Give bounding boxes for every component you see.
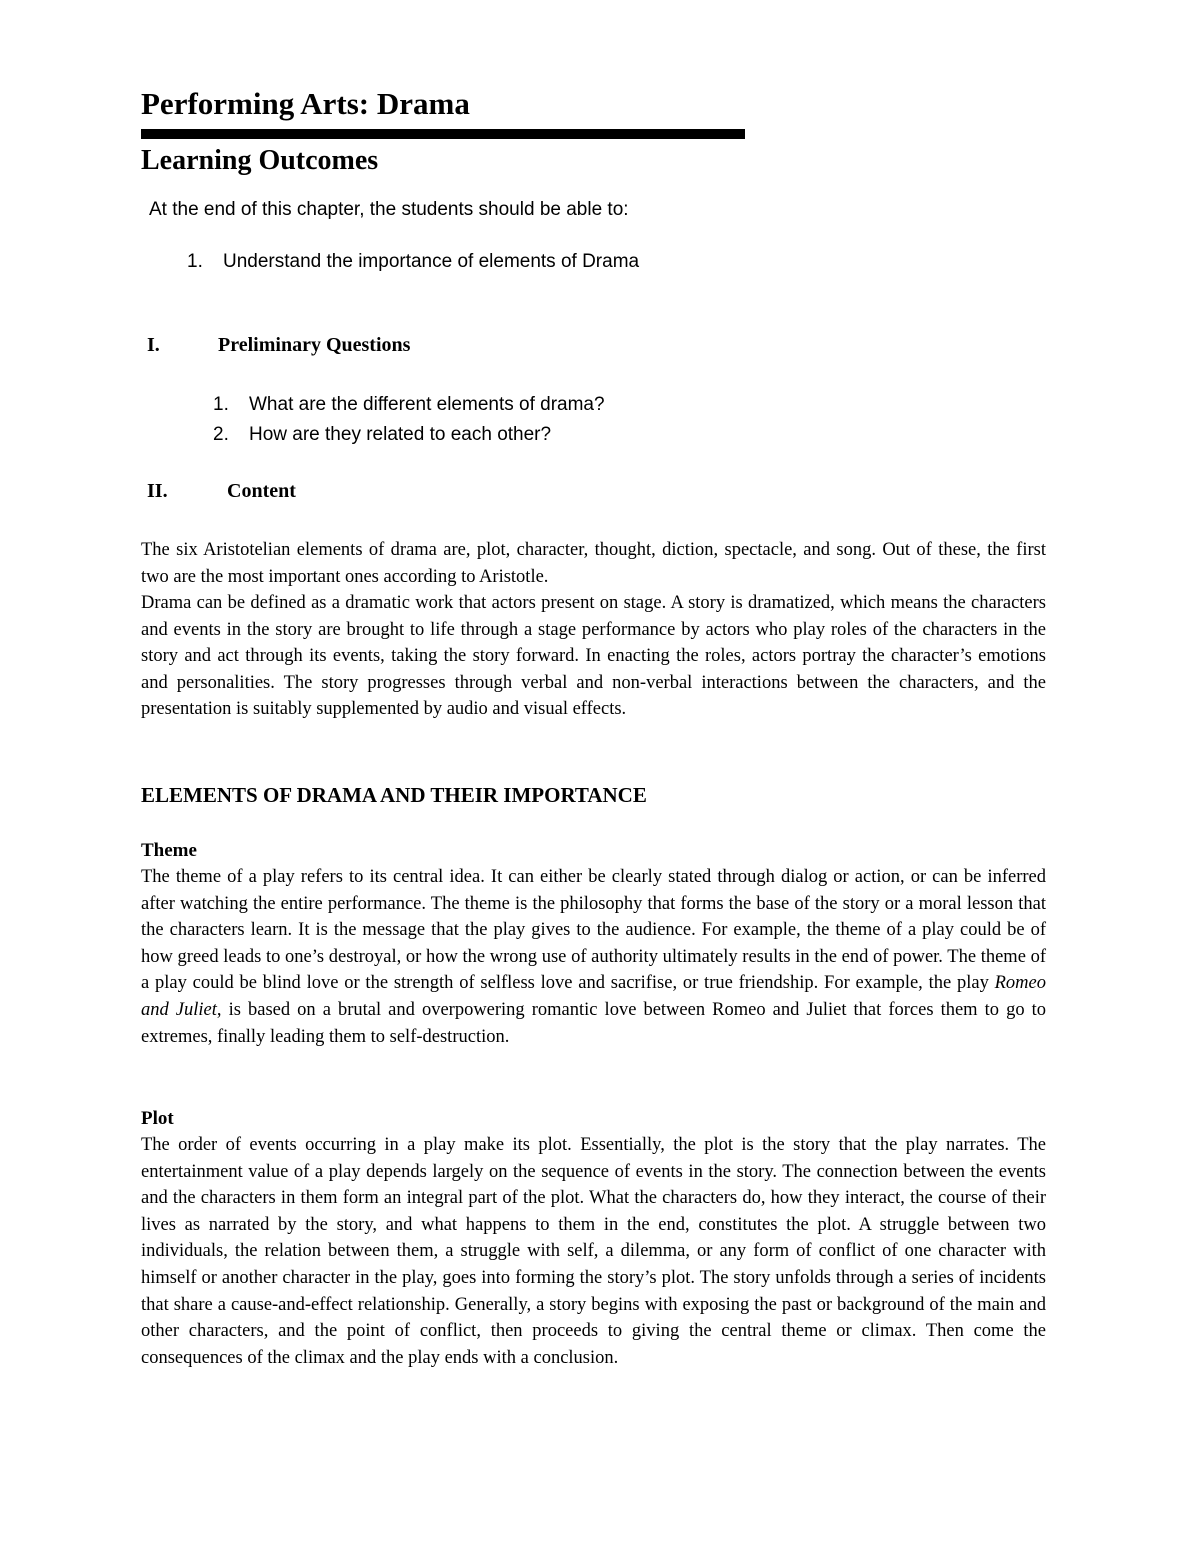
plot-paragraph: The order of events occurring in a play make its plot. Essentially, the plot is the story that the play narrates. The entertainment value of a play depends largely on the sequence of events in the story. The connection between the events and the characters in them form an integral part of the plot. What the characters do, how they interact, the course of their lives as narrated by the story, and what happens to them in the end, constitutes the plot. A struggle between two individuals, the relation between them, a struggle with self, a dilemma, or any form of conflict of one character with himself or another character in the play, goes into forming the story’s plot. The story unfolds through a series of incidents that share a cause-and-effect relationship. Generally, a story begins with exposing the past or background of the main and other characters, and the point of conflict, then proceeds to giving the central theme or climax. Then come the consequences of the climax and the play ends with a conclusion. (141, 1135, 1046, 1368)
section-number: II. (147, 480, 168, 502)
list-item (213, 390, 813, 420)
section-content (147, 480, 647, 506)
list-item (213, 420, 813, 450)
theme-text-start: The theme of a play refers to its central idea. It can either be clearly stated through dialog or action, or can be inferred after watching the entire performance. The theme is the philosophy that forms the base of the story or a moral lesson that the characters learn. It is the message that the play gives to the audience. For example, the theme of a play could be of how greed leads to one’s destroyal, or how the wrong use of authority ultimately results in the end of power. The theme of a play could be blind love or the strength of selfless love and sacrifise, or true friendship. For example, the play (141, 867, 1046, 994)
theme-heading: Theme (141, 840, 197, 861)
preliminary-questions-list (213, 390, 813, 450)
learning-outcomes-list (187, 247, 787, 277)
play-title-romeo-and-juliet: Romeo and Juliet (141, 973, 1046, 1020)
elements-heading: ELEMENTS OF DRAMA AND THEIR IMPORTANCE (141, 783, 647, 807)
section-number: I. (147, 334, 160, 356)
theme-paragraph (141, 864, 1046, 1050)
section-preliminary-questions (147, 334, 647, 360)
content-paragraph-aristotelian: The six Aristotelian elements of drama are, plot, character, thought, diction, spectacle, and song. Out of these, the first two are the most important ones according to Aristotle. (141, 540, 1046, 587)
theme-text-end: , is based on a brutal and overpowering romantic love between Romeo and Juliet that forces them to go to extremes, finally leading them to self-destruction. (141, 999, 1047, 1047)
list-item-text: How are they related to each other? (249, 424, 552, 445)
learning-outcomes-heading: Learning Outcomes (141, 145, 379, 176)
list-item-text: Understand the importance of elements of Drama (223, 251, 640, 272)
list-item-number: 1. (213, 394, 229, 415)
document-title: Performing Arts: Drama (141, 86, 470, 121)
section-heading: Content (227, 480, 296, 502)
plot-heading: Plot (141, 1108, 174, 1129)
list-item-number: 2. (213, 424, 229, 445)
list-item-number: 1. (187, 251, 203, 272)
section-heading: Preliminary Questions (218, 334, 411, 356)
title-rule (141, 129, 745, 139)
learning-outcomes-intro: At the end of this chapter, the students should be able to: (149, 199, 629, 220)
list-item-text: What are the different elements of drama? (249, 394, 605, 415)
content-paragraph-drama-definition: Drama can be defined as a dramatic work that actors present on stage. A story is dramatized, which means the characters and events in the story are brought to life through a stage performance by actors who play roles of the characters in the story and act through its events, taking the story forward. In enacting the roles, actors portray the character’s emotions and personalities. The story progresses through verbal and non-verbal interactions between the characters, and the presentation is suitably supplemented by audio and visual effects. (141, 593, 1046, 720)
list-item (187, 247, 787, 277)
